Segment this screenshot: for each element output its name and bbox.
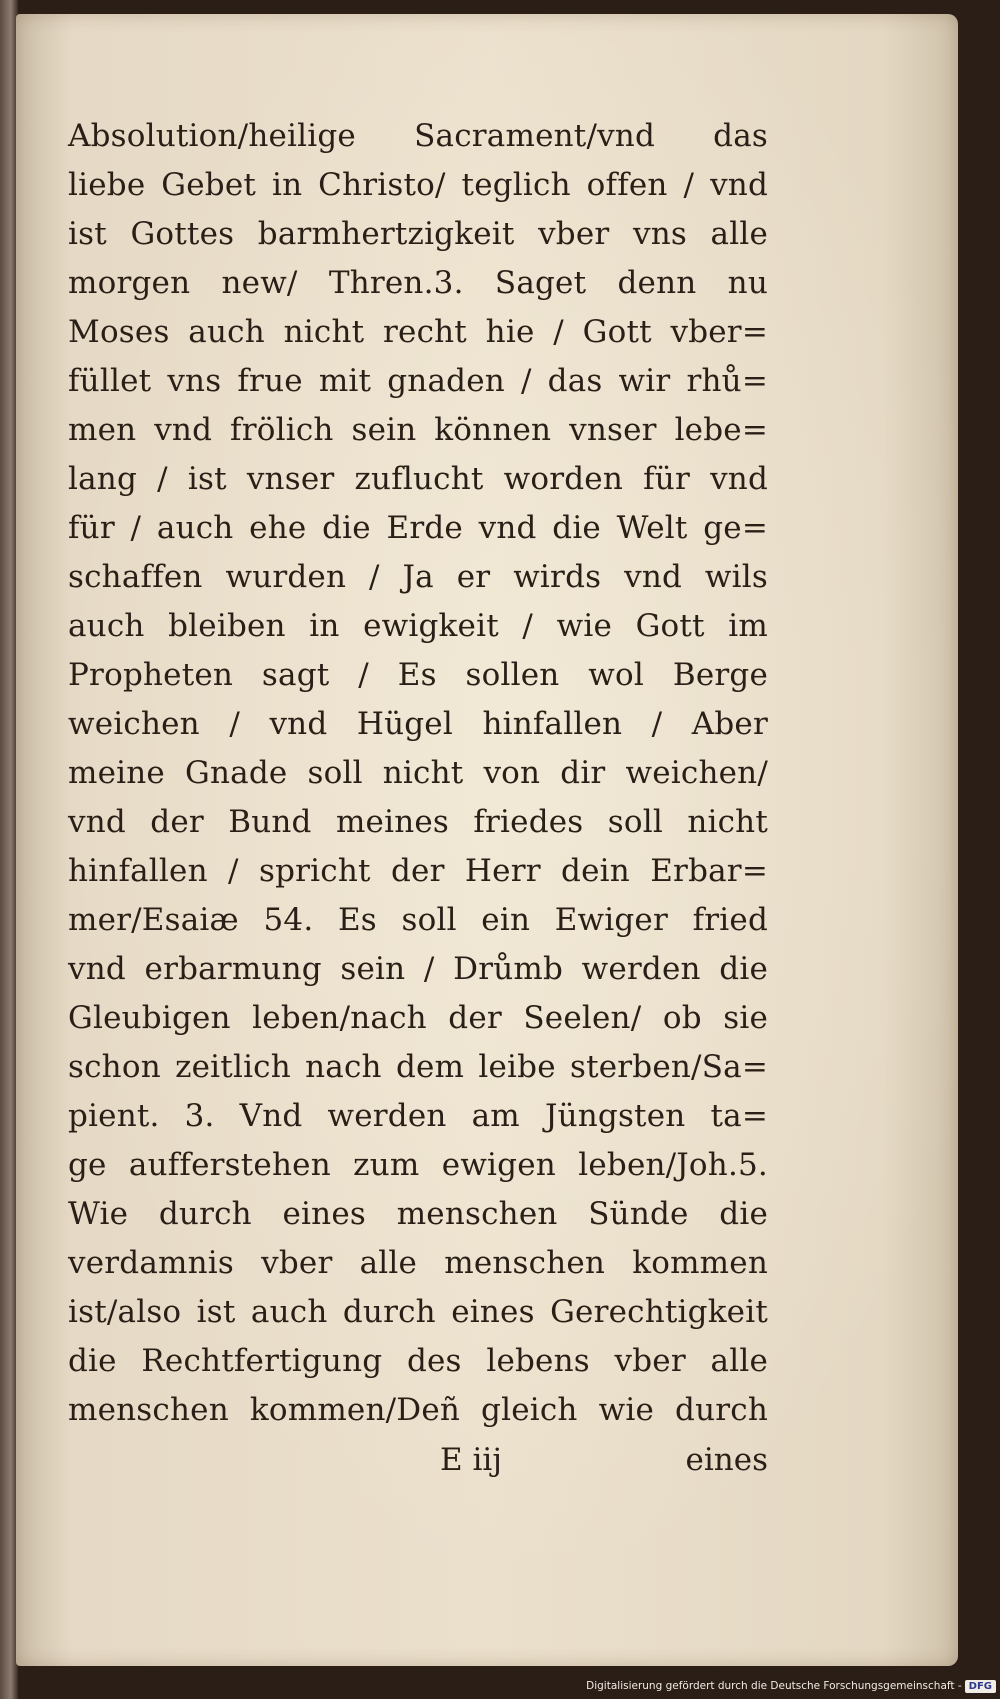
text-line: ist Gottes barmhertzigkeit vber vns alle [68,216,768,252]
text-line: verdamnis vber alle menschen kommen [68,1245,768,1281]
text-line: pient. 3. Vnd werden am Jüngsten ta= [68,1098,768,1134]
digitization-credit [586,1677,996,1695]
text-line: ist/also ist auch durch eines Gerechtigkeit [68,1294,768,1330]
text-line: Wie durch eines menschen Sünde die [68,1196,768,1232]
text-line: Moses auch nicht recht hie / Gott vber= [68,314,768,350]
text-line: vnd der Bund meines friedes soll nicht [68,804,768,840]
body-text [68,112,768,1435]
text-line: liebe Gebet in Christo/ teglich offen / vnd [68,167,768,203]
text-line: für / auch ehe die Erde vnd die Welt ge= [68,510,768,546]
text-line: mer/Esaiæ 54. Es soll ein Ewiger fried [68,902,768,938]
catchword: eines [685,1442,768,1478]
text-line: auch bleiben in ewigkeit / wie Gott im [68,608,768,644]
text-line: füllet vns frue mit gnaden / das wir rhů= [68,363,768,399]
text-line: schaffen wurden / Ja er wirds vnd wils [68,559,768,595]
text-line: lang / ist vnser zuflucht worden für vnd [68,461,768,497]
text-line: Absolution/heilige Sacrament/vnd das [68,118,768,154]
book-page [16,14,958,1666]
text-line: weichen / vnd Hügel hinfallen / Aber [68,706,768,742]
text-line: men vnd frölich sein können vnser lebe= [68,412,768,448]
text-line: ge aufferstehen zum ewigen leben/Joh.5. [68,1147,768,1183]
text-line: meine Gnade soll nicht von dir weichen/ [68,755,768,791]
credit-text: Digitalisierung gefördert durch die Deutsche Forschungsgemeinschaft - [586,1680,962,1692]
text-line: morgen new/ Thren.3. Saget denn nu [68,265,768,301]
signature-mark: E iij [440,1442,502,1478]
text-line: menschen kommen/Deñ gleich wie durch [68,1392,768,1428]
text-line: vnd erbarmung sein / Drůmb werden die [68,951,768,987]
text-line: Propheten sagt / Es sollen wol Berge [68,657,768,693]
text-line: hinfallen / spricht der Herr dein Erbar= [68,853,768,889]
text-line: Gleubigen leben/nach der Seelen/ ob sie [68,1000,768,1036]
page-footer-line [68,1436,768,1485]
dfg-logo: DFG [965,1680,996,1693]
text-line: schon zeitlich nach dem leibe sterben/Sa= [68,1049,768,1085]
text-line: die Rechtfertigung des lebens vber alle [68,1343,768,1379]
